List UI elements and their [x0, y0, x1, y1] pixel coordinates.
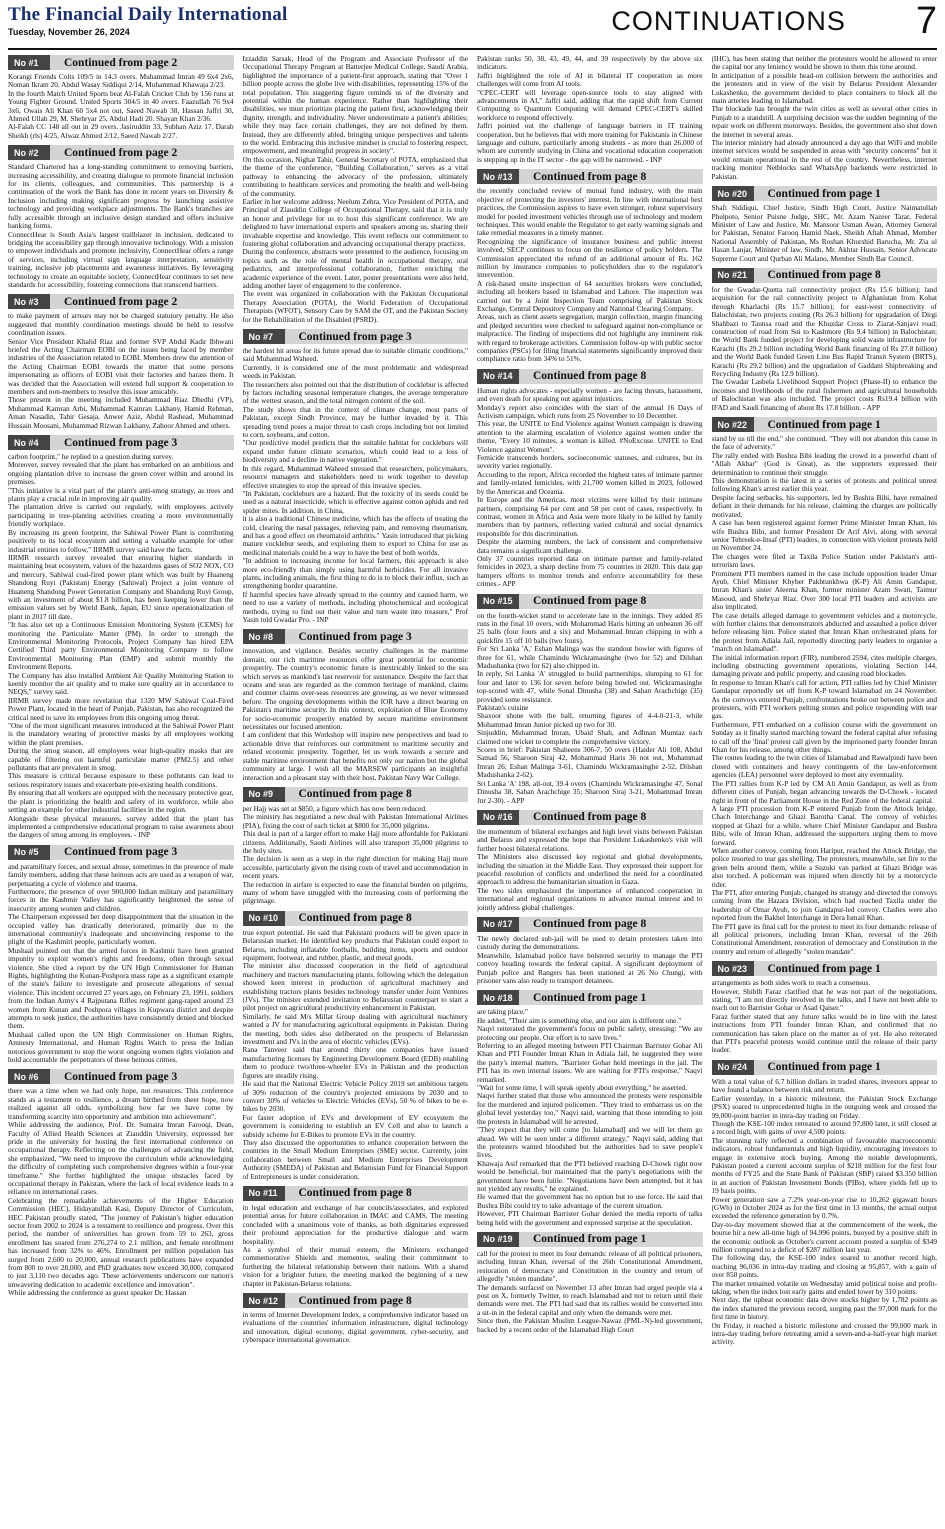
story-continued-label: Continued from page 3: [285, 629, 469, 644]
story-paragraph: Earlier in her welcome address, Neelum Zehra, Vice President of POTA, and Principal of Ziauddin College of Occupational Therapy, said that it is truly an honor and privilege for us to host this significant conference. We are delighted to have international experts and speakers among us, sharing their invaluable expertise and knowledge. This event reflects our commitment to fostering global collaboration and advancing occupational therapy practices.: [242, 196, 468, 248]
story-paragraph: IIRMR research survey revealed that ensuring higher standards in maintaining heat ecosystem, values of the hazardous gases of SO2 NOX, CO and mercury, Sahiwal coal-fired power plant which was built by Huaneng Shandong Ruyi (Pakistan) Energy (Sahiwal) Project a joint venture of Huaneng Shandong Power Generation Company and Shandong Ruyi Group, with an investment of about $1.8 billion, has been keeping lower than the emission values set by World Bank, Japan, EU since operationalization of plant in 2017 till date.: [8, 552, 234, 621]
story-paragraph: The blockade has brought the twin cities as well as several other cities in Punjab to a standstill. A surprising decision was the sudden beginning of the repair work on different motorways. Besides, the government also shut down the internet in several areas.: [711, 104, 937, 139]
story-paragraph: As a symbol of their mutual esteem, the Ministers exchanged commemorative Shields and mementos, sealing their commitment to furthering the bilateral relationship between their nations. With a shared vision for a brighter future, the meeting marked the beginning of a new chapter in Pakistan-Belarus relations.: [242, 1245, 468, 1288]
story-paragraph: Moreover, survey revealed that the plant has embarked on an ambitious and ongoing plantation drive to increase the green cover within and around its premises.: [8, 460, 234, 487]
story-paragraph: Sri Lanka 'A' 198, all-out, 39.4 overs (Chamindu Wickramasinghe 47, Sonal Dinusha 38, Sahan Arachchige 35; Sharoon Siraj 3-21, Mohammad Imran Jnr 2-30). - APP: [477, 778, 703, 805]
continued-story: [477, 917, 703, 985]
story-number: No #22: [712, 417, 754, 432]
story-paragraph: A case has been registered against former Prime Minister Imran Khan, his wife Bushra Bibi, and former President Dr Arif Alvi, along with several senior Tehreek-e-Insaf (PTI) leaders, in connection with violent protests held on November 24.: [711, 518, 937, 553]
story-header: [243, 329, 469, 344]
story-number: No #11: [243, 1186, 285, 1201]
story-paragraph: The ministry has negotiated a new deal with Pakistan International Airlines (PIA), fixing the cost of each ticket at $800 for 35,000 pilgrims.: [242, 812, 468, 830]
story-continued-label: Continued from page 8: [754, 268, 938, 283]
story-header: [477, 917, 703, 932]
story-header: [243, 1186, 469, 1201]
continued-story: [243, 55, 469, 324]
story-paragraph: Rana Tanveer said that around thirty one companies have issued manufacturing licenses by Engineering Development Board (EDB) enabling them to produce two/three-wheeler EVs in Pakistan and the production figures are steadily rising.: [242, 1045, 468, 1080]
story-continued-label: Continued from page 2: [50, 145, 234, 160]
story-paragraph: Pakistan's cuisine: [477, 703, 529, 713]
story-body: [8, 312, 234, 430]
story-paragraph: Sinjuddin, Muhammad Imran, Ubaid Shah, and Adhnan Mumtaz each claimed one wicket to complete the comprehensive victory.: [477, 728, 703, 746]
story-body: [477, 935, 703, 985]
story-paragraph: Shaxoor shone with the ball, returning figures of 4-4-0-21-3, while Mohammad Imran Junior picked up two for 30.: [477, 711, 703, 729]
story-number: No #9: [243, 787, 285, 802]
story-paragraph: A risk-based onsite inspection of 64 securities brokers were concluded, including all brokers based in Islamabad and Lahore. The inspection was carried out by a Joint Inspection Team comprising of Pakistan Stock Exchange, Central Depository Company and National Clearing Company.: [477, 278, 703, 313]
story-paragraph: Since then, the Pakistan Muslim League-Nawaz (PML-N)-led government, backed by a recent order of the Islamabad High Court: [477, 1316, 703, 1334]
story-paragraph: are taking place.": [477, 1007, 528, 1017]
story-paragraph: for the Gwadar-Quetta rail connectivity project (Rs 15.6 billion); land acquisition for the rail connectivity project to Afghanistan from Kohat through Kharlachi (Rs 15.7 billion); for east-west connectivity of Balochistan, two projects costing (Rs 26.3 billion) for upgradation of Dirgi Shahbazi to Taunsa road and the Khuzdar Cross to Ziarat-Sanjavi road; construction of road from Sui to Kashmore (Rs 9.4 billion) in Balochistan; the World Bank funded project for developing solid waste infrastructure for Karachi (Rs 29.2 billion including World Bank financing of Rs 27.8 billion) and the World Bank funded Green Line Bus Rapid Transit System (BRTS), Karachi (Rs 29.2 billion) and the upgradation of Gaddani Shipbreaking and Recycling Industry (Rs 12.9 billion).: [711, 284, 937, 378]
story-paragraph: Pakistan ranks 50, 38, 43, 49, 44, and 39 respectively by the above six indicators.: [477, 55, 703, 72]
story-paragraph: Scores in brief: Pakistan Shaheens 306-7, 50 overs (Haider Ali 108, Abdul Samad 56, Sharoon Siraj 42, Mohammad Haris 36 not out, Mohammad Imran 26; Eshan Malinga 3-61, Chamindu Wickramasinghe 2-52, Dilshan Madushanka 2-62).: [477, 745, 703, 780]
story-number: No #20: [712, 186, 754, 201]
story-paragraph: Senior Vice President Khalid Riaz and former SVP Abdul Kadir Ibhwani briefed the Acting Chairman EOBI on the issues being faced by member industries of the Association related to EOBI. Members drew the attention of the Acting Chairman EOBI towards the matter that some persons impersonating as officers of EOBI visit their factories and harass them. It was decided that the Association will extend full support & cooperation to members and non-members to resolve this issue amicably.: [8, 336, 234, 396]
story-paragraph: "One of the most significant measures introduced at the Sahiwal Power Plant is the mandatory wearing of protective masks by all employees working within the plant premises.: [8, 721, 234, 747]
story-paragraph: The PTI rallies from K-P led by CM Ali Amin Gandapur, as well as from different cities of Punjab, began advancing towards the D-Chowk - located right in front of the Parliament House in the Red Zone of the federal capital.: [711, 778, 937, 805]
story-paragraph: in legal education and exchange of bar councils/associates, and explored potential areas for future collaboration in IMAC and CAMS. The meeting concluded with a unanimous vote of thanks, as both dignitaries expressed their profound appreciation for the productive dialogue and warm hospitality.: [242, 1202, 468, 1246]
story-continued-label: Continued from page 8: [285, 911, 469, 926]
story-paragraph: Korangi Friends Colts 109/5 in 14.3 overs. Muhammad Imran 49 6x4 2x6, Noman Ikram 20. Abdul Wasay Siddiqui 2/14, Muhammad Khawaja 2/23.: [8, 72, 234, 90]
story-paragraph: "They expect that they will come [to Islamabad] and we will let them go ahead. We will be seen under a different strategy," Naqvi said, adding that the protesters wanted bloodshed but the authorities had to save people's lives.: [477, 1125, 703, 1160]
story-paragraph: IIRMR survey made more revelation that 1320 MW Sahiwal Coal-Fired Power Plant, located in the heart of Punjab, Pakistan, has also recognized the critical need to save its employees from this ongoing smog threat.: [8, 695, 234, 722]
story-paragraph: Areas, such as client assets segregation, margin collection, margin financing and pledged securities were checked to safeguard against non-compliance or malpractice. The finding of inspections did not highlight any imminent risk with regard to brokerage activities. Commission follow-up with public sector companies (PSCs) for filing financial statements significantly improved their compliance ratio from 34% to 51%.: [477, 312, 703, 364]
story-body: [8, 863, 234, 1065]
continued-story: [712, 268, 938, 412]
continued-story: [243, 1186, 469, 1288]
story-paragraph: The following day, the KSE-100 index soared to another record high, reaching 96,036 in intra-day trading and closing at 95,857, with a gain of over 850 points.: [711, 1253, 937, 1280]
story-paragraph: The Ministers also discussed key regional and global developments, including the situation in the Middle East. They expressed their support for peaceful resolution of conflicts and underlined the need for a coordinated approach to address the humanitarian situation in Gaza.: [477, 852, 703, 887]
story-number: No #7: [243, 329, 285, 344]
story-paragraph: Naqvi reiterated the government's focus on public safety, stressing: "We are protecting our people. Our effort is to save lives.": [477, 1024, 703, 1042]
story-paragraph: The case details alleged damage to government vehicles and a motorcycle, with further claims that demonstrators abducted and assaulted a police driver before releasing him. Police stated that Imran Khan orchestrated plans for the protest from Adiala Jail, reportedly directing party leaders to organise a "march on Islamabad".: [711, 610, 937, 654]
story-paragraph: The demands surfaced on November 13 after Imran had urged people via a post on X, formerly Twitter, to reach Islamabad and not to return until their demands were met. The PTI had said that its rallies would be converted into a sit-in in the federal capital and only when the demands were met.: [477, 1282, 703, 1317]
story-paragraph: Similarly, he said M/s Millat Group dealing with agricultural machinery wanted a JV for manufacturing agricultural equipments in Pakistan. During the meeting, both sides also deliberated on the prospects of Belarusian investment and JVs in the area of electric vehicles (EVs).: [242, 1011, 468, 1047]
story-paragraph: When another convoy, coming from Haripur, reached the Attock Bridge, the police resorted to tear gas shelling. The protesters, meanwhile, set fire to the green belts around them, while a Suzuki van parked at Ghazi Bridge was also torched. A policeman was injured when directly hit by a motorcycle rider.: [711, 845, 937, 889]
story-paragraph: Currently, it is considered one of the most problematic and widespread weeds in Pakistan.: [242, 362, 468, 381]
story-paragraph: The study shows that in the context of climate change, most parts of Pakistan, except Sindh Province, may be further invaded by it. This spreading trend poses a major threat to cash crops including but not limited to corn, soybeans, and cotton.: [242, 404, 468, 440]
story-paragraph: Mushaal pointed out that the armed forces in Kashmir have been granted impunity to exploit women's rights and freedoms, often through sexual violence. She cited a report by the UN High Commissioner for Human Rights, highlighting the Kunan-Poshpora mass rape as a significant example of the state's failure to investigate and prosecute allegations of sexual violence. This incident occurred 27 years ago, on February 23, 1991, soldiers from the Indian Army's 4 Rajputana Rifles regiment gang-raped around 23 women from Kunan and Poshpora villages in Kupwara district and despite attempts to seek justice, the authorities have consistently denied and blocked them.: [8, 945, 234, 1031]
story-number: No #1: [8, 55, 50, 70]
story-paragraph: He added, "Their aim is something else, and our aim is different one.": [477, 1015, 682, 1025]
issue-date: Tuesday, November 26, 2024: [8, 27, 130, 37]
story-number: No #14: [477, 369, 519, 384]
story-continued-label: Continued from page 1: [754, 186, 938, 201]
story-continued-label: Continued from page 2: [50, 294, 234, 309]
story-paragraph: While addressing the conference as guest speaker Dr. Hassan: [8, 1288, 187, 1298]
story-continued-label: Continued from page 8: [285, 787, 469, 802]
story-paragraph: there was a time when we had only hope, not resources. This conference stands as a testament to resilience, a dream birthed from sheer hope, now realized against all odds, symbolizing how far we have come by transforming scarcity into opportunity and ambition into achievement".: [8, 1086, 234, 1121]
paper-name: The Financial Daily International: [8, 4, 288, 25]
story-number: No #8: [243, 629, 285, 644]
story-paragraph: In response to Imran Khan's call for action, PTI rallies led by Chief Minister Gandapur reportedly set off from K-P toward Islamabad on 24 November. As the convoys entered Punjab, confrontations broke out between police and protesters, with PTI workers pelting stones and police responding with tear gas.: [711, 677, 937, 721]
story-header: [477, 990, 703, 1005]
page-number: 7: [915, 0, 937, 42]
story-number: No #24: [712, 1060, 754, 1075]
story-paragraph: In the fourth Match United Sports beat Al-Falah Cricket Club by 156 runs at Young Fighter Ground. United Sports 304/5 in 40 overs. Faazullah 76 9x4 3x6, Owais Ali Khan 60 5x4 not out, Saeed Nawab 38, Hassan Jaffri 30, Ahmed Ullah 29, M. Shehryar 25, Abdul Hadi 20. Shayan Khan 2/36.: [8, 88, 234, 124]
story-paragraph: The PTI gave its final call for the protest to meet its four demands: release of all political prisoners, including Imran Khan, reversal of the 26th Constitutional Amendment, restoration of democracy and Constitution in the country and return of allegedly "stolen mandate".: [711, 921, 937, 956]
story-paragraph: With a total value of 6.7 billion dollars in traded shares, investors appear to have found a balance between risk and return.: [711, 1076, 937, 1095]
story-paragraph: However, PTI Chairman Barrister Gohar denied the media reports of talks being held with the government and expressed surprise at the speculation.: [477, 1209, 703, 1227]
story-body: [243, 1311, 469, 1345]
story-paragraph: "Our predictive model predicts that the suitable habitat for cockleburs will expand under future climate scenarios, which could lead to a loss of biodiversity and a decline in native vegetation.": [242, 438, 468, 465]
story-number: No #21: [712, 268, 754, 283]
story-paragraph: The routes leading to the twin cities of Islamabad and Rawalpindi have been closed with containers and heavy contingents of the law-enforcement agencies (LEA) personnel were deployed to meet any eventuality.: [711, 753, 937, 780]
story-paragraph: Furthermore, PTI embarked on a collision course with the government on Sunday as it finally started marching toward the federal capital after refusing to call off the 'final' protest call given by the imprisoned party founder Imran Khan for his release, among other things.: [711, 719, 937, 755]
story-paragraph: The initial information report (FIR), numbered 2594, cites multiple charges, including obstructing government operations, violating Section 144, damaging private and public property, and causing road blockades.: [711, 652, 937, 679]
continued-story: [477, 594, 703, 805]
story-paragraph: This demonstration is the latest in a series of protests and political unrest following Khan's arrest earlier this year.: [711, 476, 937, 494]
story-header: [712, 186, 938, 201]
story-header: [243, 787, 469, 802]
story-continued-label: Continued from page 1: [754, 961, 938, 976]
story-continued-label: Continued from page 8: [519, 810, 703, 825]
story-body: [243, 347, 469, 624]
story-continued-label: Continued from page 1: [519, 990, 703, 1005]
story-number: No #10: [243, 911, 285, 926]
story-paragraph: Khawaja Asif remarked that the PTI believed reaching D-Chowk right now would be beneficial, but maintained that the party's negotiations with the government have been futile. "Negotiations have been attempted, but it has not yielded any results," he explained.: [477, 1158, 703, 1193]
story-body: [712, 286, 938, 412]
story-body: [712, 1078, 938, 1347]
story-paragraph: He said that the National Electric Vehicle Policy 2019 set ambitious targets of 30% reduction of the country's projected emissions by 2030 and to convert 30% of vehicles to Electric Vehicles (EVs), 50 % of bikes to be e-bikes by 2030.: [242, 1079, 468, 1114]
story-continued-label: Continued from page 3: [50, 1069, 234, 1084]
story-paragraph: per Hajj was set at $850, a figure which has now been reduced.: [242, 803, 427, 813]
story-paragraph: "It has also set up a Continuous Emission Monitoring System (CEMS) for monitoring the Particulate Matter (PM). In order to strength the Environmental Monitoring Protocols, Project Company has hired EPA Certified Third party Environmental Monitoring Company to follow Environmental Monitoring Plan (EMP) and submit monthly the Environment Reports.: [8, 620, 234, 672]
story-paragraph: The newly declared sub-jail will be used to detain protesters taken into custody during the demonstrations.: [477, 933, 703, 952]
story-paragraph: arrangements as both sides work to reach a consensus.: [711, 978, 871, 988]
story-body: [477, 387, 703, 589]
story-paragraph: (IHC), has been stating that neither the protesters would be allowed to enter the capital nor any leniency would be shown to them this time around.: [711, 55, 937, 72]
story-number: No #13: [477, 169, 519, 184]
column-2: [243, 55, 469, 1525]
story-header: [477, 369, 703, 384]
story-paragraph: The Company has also installed Ambient Air Quality Monitoring Station to keenly monitor the air quality and to make sure quality air in accordance to NEQS," survey said.: [8, 670, 234, 697]
story-paragraph: Jaffri pointed out the challenge of language barriers in IT training cooperation, but he believes that with more training for Pakistanis in Chinese language and culture, particularly among students - as more than 26,000 of whom are currently studying in China and vocational education cooperation is stepping up in the IT sector - the gap will be narrowed. - INP: [477, 121, 703, 164]
story-paragraph: Despite the alarming numbers, the lack of consistent and comprehensive data remains a significant challenge.: [477, 537, 703, 555]
continued-story: [243, 787, 469, 906]
story-number: No #18: [477, 990, 519, 1005]
continued-story: [243, 1293, 469, 1345]
story-number: No #23: [712, 961, 754, 976]
story-continued-label: Continued from page 1: [519, 1232, 703, 1247]
story-continued-label: Continued from page 8: [519, 594, 703, 609]
story-body: [712, 55, 938, 181]
story-paragraph: The interior ministry had already announced a day ago that WiFi and mobile internet services would be suspended in areas with "security concerns" but it would remain operational in the rest of the country. Nevertheless, internet tracking monitor Netblocks said WhatsApp backends were restricted in Pakistan.: [711, 138, 937, 181]
story-paragraph: Meanwhile, Islamabad police have bolstered security to manage the PTI convoy heading towards the federal capital. A significant deployment of Punjab police and Rangers has been stationed at 26 No Chungi, with prisoner vans also ready to transport detainees.: [477, 950, 703, 985]
story-paragraph: On Friday, it reached a historic milestone and crossed the 99,000 mark in intra-day trading before retreating amid a seven-and-a-half-year high market activity.: [711, 1320, 937, 1347]
masthead-rule: [8, 48, 937, 50]
story-body: [712, 204, 938, 263]
story-header: [712, 268, 938, 283]
story-header: [477, 594, 703, 609]
story-paragraph: "CPEC-CERT will leverage open-source tools to stay aligned with advancements in AI," Jaffri said, adding that the rapid shift from Current Computing to Quantum Computing will demand CPEC-CERT's skilled workforce to respond effectively.: [477, 87, 703, 122]
continued-story: [8, 1069, 234, 1297]
story-paragraph: In reply, Sri Lanka 'A' struggled to build partnerships, slumping to 61 for four and later to 136 for seven before being bowled out. Wickramasinghe top-scored with 47, while Sonal Dinusha (38) and Sahan Arachchige (35) provided some resistance.: [477, 669, 703, 704]
column-1: [8, 55, 234, 1525]
masthead: [8, 0, 937, 46]
story-continued-label: Continued from page 8: [285, 1186, 469, 1201]
continued-story: [477, 810, 703, 912]
story-paragraph: Referring to an alleged meeting between PTI Chairman Barrister Gohar Ali Khan and PTI Founder Imran Khan in Adiala Jail, he suggested they were the party's internal matters. "Barrister Gohar held meetings in the jail. The PTI has its own internal issues. We are waiting for PTI's response," Naqvi remarked.: [477, 1041, 703, 1084]
story-body: [243, 1204, 469, 1288]
story-header: [712, 961, 938, 976]
continued-story: [712, 1060, 938, 1347]
story-paragraph: "Wait for some time, I will speak openly about everything," he asserted.: [477, 1083, 688, 1093]
story-number: No #17: [477, 917, 519, 932]
story-paragraph: Naqvi further stated that those who announced the protests were responsible for the murdered and injured policemen. "They tried to embarrass us on the global level yesterday too," Naqvi said, warning that those intending to join the protests in Islamabad will be arrested.: [477, 1091, 703, 1126]
continued-story: [8, 145, 234, 289]
story-paragraph: According to the report, Africa recorded the highest rates of intimate partner and family-related femicides, with 21,700 women killed in 2023, followed by the Americas and Oceania.: [477, 469, 703, 496]
story-paragraph: true export potential. He said that Pakistani products will be given space in Belarusian market. He identified key products that Pakistan could export to Belarus, including inflatable footballs, building items, sports and outdoor equipment, footwear, and rubber, plastic, and metal goods.: [242, 927, 468, 962]
story-number: No #19: [477, 1232, 519, 1247]
continued-story: [477, 369, 703, 589]
story-paragraph: ConnectHear is South Asia's largest trailblazer in inclusion, dedicated to bridging the accessibility gap through innovative technology. With a mission to empower individuals and promote inclusivity, ConnectHear offers a range of services, including virtual sign language interpretation, sensitivity training, inclusive job placements and awareness initiatives. By leveraging technology to create an equitable society, ConnectHear continues to set new standards for accessibility, fostering connections that transcend barriers.: [8, 229, 234, 289]
story-paragraph: This deal is part of a larger effort to make Hajj more affordable for Pakistani citizens. Additionally, Saudi Airlines will also transport 35,000 pilgrims to the holy sites.: [242, 829, 468, 855]
story-body: [243, 647, 469, 782]
story-paragraph: The reduction in airfare is expected to ease the financial burden on pilgrims, many of whom have struggled with the increasing costs of performing the pilgrimage.: [242, 879, 468, 906]
story-continued-label: Continued from page 3: [50, 845, 234, 860]
story-number: No #5: [8, 845, 50, 860]
story-paragraph: the hardest hit areas for its future spread due to suitable climatic conditions," said Muhammad Waheed.: [242, 346, 468, 364]
story-body: [8, 73, 234, 140]
story-paragraph: While addressing the audience, Prof. Dr. Sumaira Imran Farooqi, Dean, Faculty of Allied Health Sciences at Ziauddin University, expressed her pride in the university for hosting the first international conference on occupational therapy. Reflecting on the challenges of advancing the field, she emphasized, "We need to improve the curriculum while acknowledging the difficulty of completing such comprehensive degrees within a four-year timeframe." She further highlighted the unique obstacles faced by occupational therapy in Pakistan, where the lack of local evidence leads to a reliance on international cases.: [8, 1120, 234, 1197]
story-header: [477, 810, 703, 825]
story-paragraph: During the smog season, all employees wear high-quality masks that are capable of filtering out harmful particulate matter (PM2.5) and other pollutants that are prevalent in smog.: [8, 746, 234, 773]
story-continued-label: Continued from page 8: [519, 169, 703, 184]
story-paragraph: Furthermore, the presence of over 900,000 Indian military and paramilitary forces in the Kashmir Valley has significantly heightened the sense of insecurity among women and children.: [8, 886, 234, 913]
story-paragraph: Despite facing setbacks, his supporters, led by Bushra Bibi, have remained defiant in their demands for his release, claiming the charges are politically motivated.: [711, 492, 937, 519]
story-number: No #15: [477, 594, 519, 609]
story-paragraph: By increasing its green footprint, the Sahiwal Power Plant is contributing positively to its local ecosystem and setting a valuable example for other industrial entities to follow," IIRMR survey said have the facts.: [8, 527, 234, 554]
story-paragraph: it is also a traditional Chinese medicine, which has the effects of treating the cold, clearing the nasal passages, relieving pain, and removing rheumatism, and has a good effect on rheumatoid arthritis." Yasin introduced that picking mature cocklebur seeds, and exploring them to export to China for use as medicinal materials could be a way to have the best of both worlds.: [242, 514, 468, 557]
story-paragraph: The researchers also pointed out that the distribution of cocklebur is affected by factors including seasonal temperature changes, the average temperature of the wettest season, and the total nitrogen content of the soil.: [242, 379, 468, 406]
story-paragraph: I am confident that this Workshop will inspire new perspectives and lead to actionable drive that reinforces our commitment to maritime security and related economic prosperity. Together, let us work towards a secure and stable maritime environment that benefits not only our nation but the global community at large. I wish all the MARSEW participants an insightful interaction and a pleasant stay with their host, Pakistan Navy War College.: [242, 730, 468, 782]
continued-story: [8, 435, 234, 840]
story-paragraph: in terms of Internet Development Index, a comprehensive indicator based on evaluations of the countries' information infrastructure, digital technology and innovation, digital economy, digital government, cyber-security, and cyberspace international governance.: [242, 1310, 468, 1345]
continued-story: [8, 55, 234, 140]
continued-story: [243, 629, 469, 782]
continued-story: [477, 169, 703, 364]
story-body: [8, 1087, 234, 1297]
story-continued-label: Continued from page 1: [754, 1060, 938, 1075]
story-paragraph: to make payment of arrears may not be charged statutory penalty. He also suggested that monthly coordination meetings should be held to resolve coordination issues.: [8, 311, 234, 338]
story-body: [477, 187, 703, 364]
story-paragraph: The market remained volatile on Wednesday amid political noise and profit-taking, when the index lost early gains and ended lower by 310 points.: [711, 1278, 937, 1297]
story-paragraph: They also discussed the opportunities to enhance cooperation between the countries in the Small Medium Enterprises (SME) sector. Currently, joint collaboration between Small and Medium Enterprises Development Authority (SMEDA) of Pakistan and Belarusian Fund for Financial Support of Entrepreneurs is under consideration.: [242, 1137, 468, 1181]
story-header: [477, 1232, 703, 1247]
story-continued-label: Continued from page 8: [519, 917, 703, 932]
story-paragraph: A large PTI procession from K-P entered Punjab from the Attock bridge, Chach Interchange and Ghazi Barotha Canal. The convoy of vehicles stopped at Ghazi for a while, where Chief Minister Gandapur and Bushra Bibi, wife of Imran Khan, addressed the supporters urging them to move forward.: [711, 803, 937, 847]
story-paragraph: Next day, the upbeat economic data drove stocks higher by 1,782 points as the index shattered the previous record, surging past the 97,000 mark for the first time in history.: [711, 1295, 937, 1322]
story-paragraph: During the conference, abstracts were presented to the audience, focusing on topics such as the role of mental health in occupational therapy, oral pediatrics, and interprofessional collaboration, further enriching the academic experience of the event. Later, poster presentations were also held, adding another layer of engagement to the conference.: [242, 247, 468, 290]
story-paragraph: In Europe and the Americas, most victims were killed by their intimate partners, comprising 64 per cent and 58 per cent of cases, respectively. In contrast, women in Africa and Asia were more likely to be killed by family members than by partners, reflecting varied cultural and social dynamics responsible for this discrimination.: [477, 495, 703, 538]
story-continued-label: Continued from page 1: [754, 417, 938, 432]
story-paragraph: Jaffri highlighted the role of AI in bilateral IT cooperation as more challenges will come from AI tools.: [477, 70, 703, 89]
story-paragraph: For faster adoption of EVs and development of EV ecosystem the government is considering to establish an EV Cell and also to launch a subsidy scheme for E-Bikes to promote EVs in the country.: [242, 1112, 468, 1139]
story-paragraph: By ensuring that all workers are equipped with the necessary protective gear, the plant is prioritizing the health and safety of its workforce, while also setting an example for other industrial facilities in the region.: [8, 788, 234, 815]
story-paragraph: Those present in the meeting included Muhammad Riaz Dhedhi (VP), Muhammad Kamran Arbi, Muhammad Kamran Lakhany, Hamid Rehman, Aman Nasadin, Tahir Gesaja, Anwer Aziz, Abdul Rashead, Muhammad Hussain Moosani, Muhammad Rizwan Lakhany, Zahoor Ahmed and others.: [8, 395, 234, 430]
story-paragraph: Power generation saw a 7.2% year-on-year rise to 10,262 gigawatt hours (GWh) in October 2024 as for the first time in 13 months, the actual output exceeded the reference generation by 0.7%.: [711, 1194, 937, 1221]
continued-story: [712, 55, 938, 181]
continued-story: [477, 990, 703, 1227]
continued-story: [712, 961, 938, 1055]
story-body: [243, 55, 469, 324]
story-paragraph: "In Pakistan, cockleburs are a hazard. But the toxicity of its seeds could be used as a natural insecticide, which is effective against cotton aphids and red spider mites. In addition, in China,: [242, 488, 468, 515]
story-body: [712, 435, 938, 956]
article-columns: [8, 55, 937, 1525]
story-paragraph: The decision is seen as a step in the right direction for making Hajj more accessible, particularly given the rising costs of travel and accommodation in recent years.: [242, 854, 468, 881]
story-paragraph: In anticipation of a possible head-on collision between the authorities and the protesters and in view of the visit by Belarus President Alexander Lukashenko, the government decided to place containers to block all the main arteries leading to Islamabad.: [711, 70, 937, 106]
continued-story: [8, 294, 234, 430]
story-header: [8, 294, 234, 309]
masthead-right: [611, 0, 937, 42]
story-body: [477, 55, 703, 164]
story-continued-label: Continued from page 8: [285, 1293, 469, 1308]
story-continued-label: Continued from page 2: [50, 55, 234, 70]
story-paragraph: The rally ended with Bushra Bibi leading the crowd in a powerful chant of "Allah Akbar" (God is Great), as the supporters expressed their determination to continue their struggle.: [711, 450, 937, 477]
story-paragraph: The charges were filed at Taxila Police Station under Pakistan's anti-terrorism laws.: [711, 551, 937, 570]
story-header: [243, 1293, 469, 1308]
story-paragraph: "In addition to increasing income for local farmers, this approach is also more eco-friendly than simply using harmful herbicides. For all invasive plants, including animals, the first thing to do is to block their influx, such as strengthening border quarantine.: [242, 556, 468, 591]
masthead-left: [8, 4, 287, 37]
column-4: [712, 55, 938, 1525]
story-paragraph: Faraz further stated that any future talks would be in line with the latest instructions from PTI founder Imran Khan, and confirmed that no communication has taken place on the matter as of yet. He also reiterated that PTI's peaceful protests would continue until the release of their party leader.: [711, 1011, 937, 1055]
continued-story: [477, 55, 703, 164]
story-body: [477, 1250, 703, 1334]
story-number: No #6: [8, 1069, 50, 1084]
story-paragraph: Recognizing the significance of insurance business and public interest involved, SECP continues to focus on the resilience of policy holders. The Commission appreciated the refund of an additional amount of Rs. 162 million by insurance companies to policyholders due to the regulator's intervention.: [477, 236, 703, 280]
column-3: [477, 55, 703, 1525]
continued-story: [712, 417, 938, 956]
story-number: No #4: [8, 435, 50, 450]
story-paragraph: This measure is critical because exposure to these pollutants can lead to serious respiratory issues and exacerbate pre-existing health conditions.: [8, 771, 234, 789]
story-paragraph: If harmful species have already spread to the country and caused harm, we need to use a variety of methods, including photochemical and ecological methods, trying to find out their value and turn waste into treasure," Prof Yasin told Gwadar Pro. - INP: [242, 589, 468, 624]
story-paragraph: Prominent PTI members named in the case include opposition leader Umar Ayub, Chief Minister Khyber Pakhtunkhwa (K-P) Ali Amin Gandapur, Imran Khan's sister Aleema Khan, former minister Azam Swati, Taimur Masood, and Shehryar Riaz. Over 300 local PTI leaders and activists are also implicated.: [711, 568, 937, 612]
story-paragraph: The minister also discussed cooperation in the field of agricultural machinery and tractors manufacturing plants, following which the delegation showed keen interest in production of agricultural machinery and establishing tractors plants besides technology transfer under Joint Ventures (JVs). The minister extended invitation to Belarusian counterpart to start a pilot project on agricultural productivity enhancement in Pakistan.: [242, 961, 468, 1013]
story-body: [477, 612, 703, 805]
story-body: [712, 979, 938, 1055]
story-paragraph: In this regard, Muhammad Waheed stressed that researchers, policymakers, resource managers and stakeholders need to work together to develop effective strategies to stop the spread of this invasive species.: [242, 463, 468, 490]
story-paragraph: The two sides emphasized the importance of enhanced cooperation in international and regional organizations to advance mutual interest and to jointly address global challenges.: [477, 885, 703, 912]
story-header: [712, 417, 938, 432]
story-header: [8, 435, 234, 450]
continued-story: [243, 911, 469, 1181]
story-header: [8, 55, 234, 70]
story-header: [712, 1060, 938, 1075]
story-paragraph: Al-Falah CC 148 all out in 29 overs. Jasiruddin 33, Subhan Aziz 17. Darab Sheikh (rls) 4/25, Alwaz Ahmed 2/12, Saeed Nawab 2/27.: [8, 122, 234, 140]
story-continued-label: Continued from page 8: [519, 369, 703, 384]
story-header: [8, 1069, 234, 1084]
story-header: [243, 911, 469, 926]
story-paragraph: the recently concluded review of mutual fund industry, with the main objective of protecting the investors' interest. In line with international best practices, the Commission aspires to have even stronger, robust supervisory model for pooled investment vehicles through use of technology and modern techniques. This would enable the Regulator to get early warning signals and take remedial measures in a timely manner.: [477, 186, 703, 238]
continued-story: [8, 845, 234, 1065]
story-header: [8, 845, 234, 860]
story-paragraph: the momentum of bilateral exchanges and high level visits between Pakistan and Belarus and expressed the hope that President Lukashenko's visit will further boost bilateral relations.: [477, 826, 703, 853]
story-number: No #16: [477, 810, 519, 825]
story-paragraph: Only 37 countries reported data on intimate partner and family-related femicides in 2023, a sharp decline from 75 countries in 2020. This data gap hampers efforts to monitor trends and enforce accountability for these crimes.- APP: [477, 553, 703, 589]
story-header: [243, 629, 469, 644]
story-paragraph: innovation, and vigilance. Besides security challenges in the maritime domain, our rich maritime resources offer great potential for economic prosperity. The country's economic future is inextricably linked to the sea which serves as mankind's last reservoir for sustenance. Despite the fact that oceans and seas are regarded as the common heritage of mankind, claims and counter claims over-seas resources are growing, as we never witnessed before. The ongoing developments within the IOR have a direct bearing on Pakistan's maritime security. In this context, exploitation of Blue Economy for socio-economic prosperity enabled by secure maritime environment necessitates our focused attention.: [242, 646, 468, 732]
story-paragraph: The stunning rally reflected a combination of favourable macroeconomic indicators, robust fundamentals and high liquidity, encouraging investors to engage in extensive stock buying. Among the notable developments, Pakistan posted a current account surplus of $218 million for the first four months of FY25 and the State Bank of Pakistan (SBP) raised $3.350 billion in an auction of Pakistan Investment Bonds (PIBs), where yields fell up to 19 basis points.: [711, 1135, 937, 1196]
story-paragraph: Alongside these physical measures, survey added that the plant has implemented a comprehensive educational program to raise awareness about the dangers of smog among its employees. - INP: [8, 813, 234, 840]
story-paragraph: Human rights advocates - especially women - are facing threats, harassment, and even death for speaking out against injustices.: [477, 385, 703, 404]
story-body: [243, 805, 469, 906]
story-continued-label: Continued from page 3: [50, 435, 234, 450]
story-paragraph: Monday's report also coincides with the start of the annual 16 Days of Activism campaign, which runs from 25 November to 10 December.: [477, 402, 703, 421]
story-paragraph: The event was organized in collaboration with the Pakistan Occupational Therapy Association (POTA), the World Federation of Occupational Therapists (WFOT), Sensory Care by SAM the OT, and the Pakistan Society for the Rehabilitation of the Disabled (PSRD).: [242, 289, 468, 324]
story-paragraph: Earlier yesterday, in a historic milestone, the Pakistan Stock Exchange (PSX) soared to unprecedented highs in the outgoing week and crossed the 99,000-point barrier in intra-day trading on Friday.: [711, 1093, 937, 1120]
story-paragraph: Mushaal called upon the UN High Commissioner on Human Rights, Amnesty International, and Human Rights Watch to press the Indian notorious government to stop the worst ongoing women rights violation and hold accountable the perpetrators of these heinous crimes.: [8, 1029, 234, 1065]
story-paragraph: For Sri Lanka 'A,' Eshan Malinga was the standout bowler with figures of three for 61, while Chamindu Wickramasinghe (two for 52) and Dilshan Madushanka (two for 62) also chipped in.: [477, 644, 703, 670]
continued-story: [712, 186, 938, 263]
story-body: [243, 929, 469, 1181]
story-paragraph: This year, the UNITE to End Violence against Women campaign is drawing attention to the alarming escalation of violence against women under the theme, "Every 10 minutes, a woman is killed. #NoExcuse. UNITE to End Violence against Women".: [477, 419, 703, 454]
story-body: [477, 828, 703, 912]
story-paragraph: stand by us till the end," she continued. "They will not abandon this cause in the face of adversity.": [711, 434, 937, 452]
story-paragraph: The plantation drive is carried out regularly, with employees actively participating in tree-planting activities creating a more environmentally friendly workplace.: [8, 502, 234, 529]
story-paragraph: on the fourth-wicket stand to accelerate late in the innings. They added 85 runs in the final 10 overs, with Mohammad Haris hitting an unbeaten 36 off 25 balls (four fours and a six) and Mohammad Imran chipping in with a quickfire 15 off 10 balls (two fours).: [477, 610, 703, 645]
story-paragraph: The Chairperson expressed her deep disappointment that the situation in the occupied valley has drastically deteriorated, primarily due to the international community's inadequate and unconvincing response to the plight of the Kashmiri people, particularly women.: [8, 912, 234, 947]
story-paragraph: carbon footprint," he replied to a question during survey.: [8, 452, 174, 462]
story-body: [8, 163, 234, 289]
story-paragraph: He warned that the government has no option but to use force. He said that Bushra Bibi could try to take advantage of the current situation.: [477, 1192, 703, 1210]
continued-story: [477, 1232, 703, 1334]
story-paragraph: Shafi Siddiqui, Chief Justice, Sindh High Court, Justice Naimatullah Phulpoto, Senior Puisne Judge, SHC, Mr. Azam Nazeer Tarar, Federal Minister of Law and Justice, Mr. Mansoor Usman Awan, Attorney General for Pakistan, Senator Farooq Hamid Naek, Sheikh Aftab Ahmad, Member National Assembly of Pakistan, Ms Roshan Khurshid Barucha, Mr. Zia ul Hasan Lanjar, Minister of law, Sindh, Mr. Akhtar Hussain, Senior Advocate Supreme Court and Qurban Ali Malano, Member Sindh Bar Council.: [711, 203, 937, 263]
story-paragraph: and paramilitary forces, and sexual abuse, sometimes in the presence of male family members, adding that these heinous acts are used as a weapon of war, perpetuating a cycle of violence and trauma.: [8, 861, 234, 888]
story-paragraph: Izzaddin Sarsak, Head of the Program and Associate Professor of the Occupational Therapy Program at Batterjee Medical College, Saudi Arabia, highlighted the importance of a patient-first approach, stating that "Over 1 billion people across the globe live with disabilities, representing 15% of the total population. This staggering figure reminds us of the diversity and potential within the human experience. Rather than highlighting their disabilities, we must prioritize placing the patient first, acknowledging their dignity, strength, and individuality. Never underestimate a patient's abilities; while they may face certain challenges, they are not defined by them. Instead, they are differently abled, bringing unique perspectives and talents to the world. Embracing this inclusive mindset is crucial to fostering respect, empowerment, and meaningful progress in society".: [242, 55, 468, 156]
story-body: [477, 1008, 703, 1227]
story-body: [8, 453, 234, 840]
story-number: No #12: [243, 1293, 285, 1308]
story-paragraph: The PTI, after entering Punjab, changed its strategy and directed the convoys coming from the Hazara Division, which had reached Taxila under the leadership of Omar Ayub, to join Gandapur-led convoy. Clashes were also reported from the Bakhel Interchange in Dera Ismail Khan.: [711, 887, 937, 923]
story-paragraph: Celebrating the remarkable achievements of the Higher Education Commission (HEC), Hidayatullah Kasi, Deputy Director of Curriculum, HEC Pakistan proudly stated, "The journey of Pakistan's higher education sector from 2002 to 2024 is a testament to resilience and progress. Over this period, the number of universities has grown from 59 to 263, gross enrollment has soared from 276,274 to 2.1 million, and female enrollment has increased from 32% to 46%. Enrollment per million population has surged from 2,600 to 20,000, annual research publications have expanded from 800 to over 28,000, and PhD graduates now exceed 30,000, compared to just 3,110 two decades ago. These achievements underscore our nation's unwavering dedication to academic excellence and innovation".: [8, 1195, 234, 1289]
story-header: [8, 145, 234, 160]
continued-story: [243, 329, 469, 624]
story-paragraph: call for the protest to meet its four demands: release of all political prisoners, including Imran Khan, reversal of the 26th Constitutional Amendment, restoration of democracy and Constitution in the country and return of allegedly "stolen mandate".: [477, 1248, 703, 1284]
story-number: No #2: [8, 145, 50, 160]
story-number: No #3: [8, 294, 50, 309]
story-paragraph: On this occasion, Nighat Tahir, General Secretary of POTA, emphasized that the theme of the conference, "Building Collaboration," serves as a vital pathway to enhancing the advocacy of the profession, ultimately contributing to healthcare services and promoting the health and well-being of the community.: [242, 154, 468, 198]
story-paragraph: Though the KSE-100 index retreated to around 97,800 later, it still closed at a record high, with gains of over 4,500 points.: [711, 1118, 937, 1137]
section-title: CONTINUATIONS: [611, 6, 846, 36]
story-header: [477, 169, 703, 184]
story-paragraph: "This initiative is a vital part of the plant's anti-smog strategy, as trees and plants play a crucial role in improving air quality.: [8, 485, 234, 504]
story-paragraph: Femicide transcends borders, socioeconomic statuses, and cultures, but its severity varies regionally.: [477, 453, 703, 471]
story-continued-label: Continued from page 3: [285, 329, 469, 344]
story-paragraph: Day-to-day movement showed that at the commencement of the week, the bourse hit a new all-time high of 94,996 points, buoyed by a positive shift in the economic outlook as October's current account posted a surplus of $349 million compared to a deficit of $287 million last year.: [711, 1219, 937, 1254]
story-paragraph: However, Shiblh Faraz clarified that he was not part of the negotiations, stating, "I am not directly involved in the talks, and I have not been able to reach out to Barrister Gohar or Asad Qaiser.": [711, 986, 937, 1013]
story-paragraph: Standard Chartered has a long-standing commitment to removing barriers, increasing accessibility, and creating dialogue to promote financial inclusion for its clients, colleagues, and communities. This partnership is a continuation of the work the Bank has done in recent years on Diversity & Inclusion including making significant progress by launching assistive technology and providing workplace adjustments. The Bank's branches are fully accessible through an inclusive design standard and offers inclusive banking forms.: [8, 162, 234, 231]
story-paragraph: The Gwadar Lasbela Livelihood Support Project (Phase-II) to enhance the incomes and livelihoods of the rural fishermen and agricultural households of Balochistan was also included. The project costs Rs19.4 billion with IFAD and Saudi financing of about Rs 17.8 billion. - APP: [711, 377, 937, 412]
